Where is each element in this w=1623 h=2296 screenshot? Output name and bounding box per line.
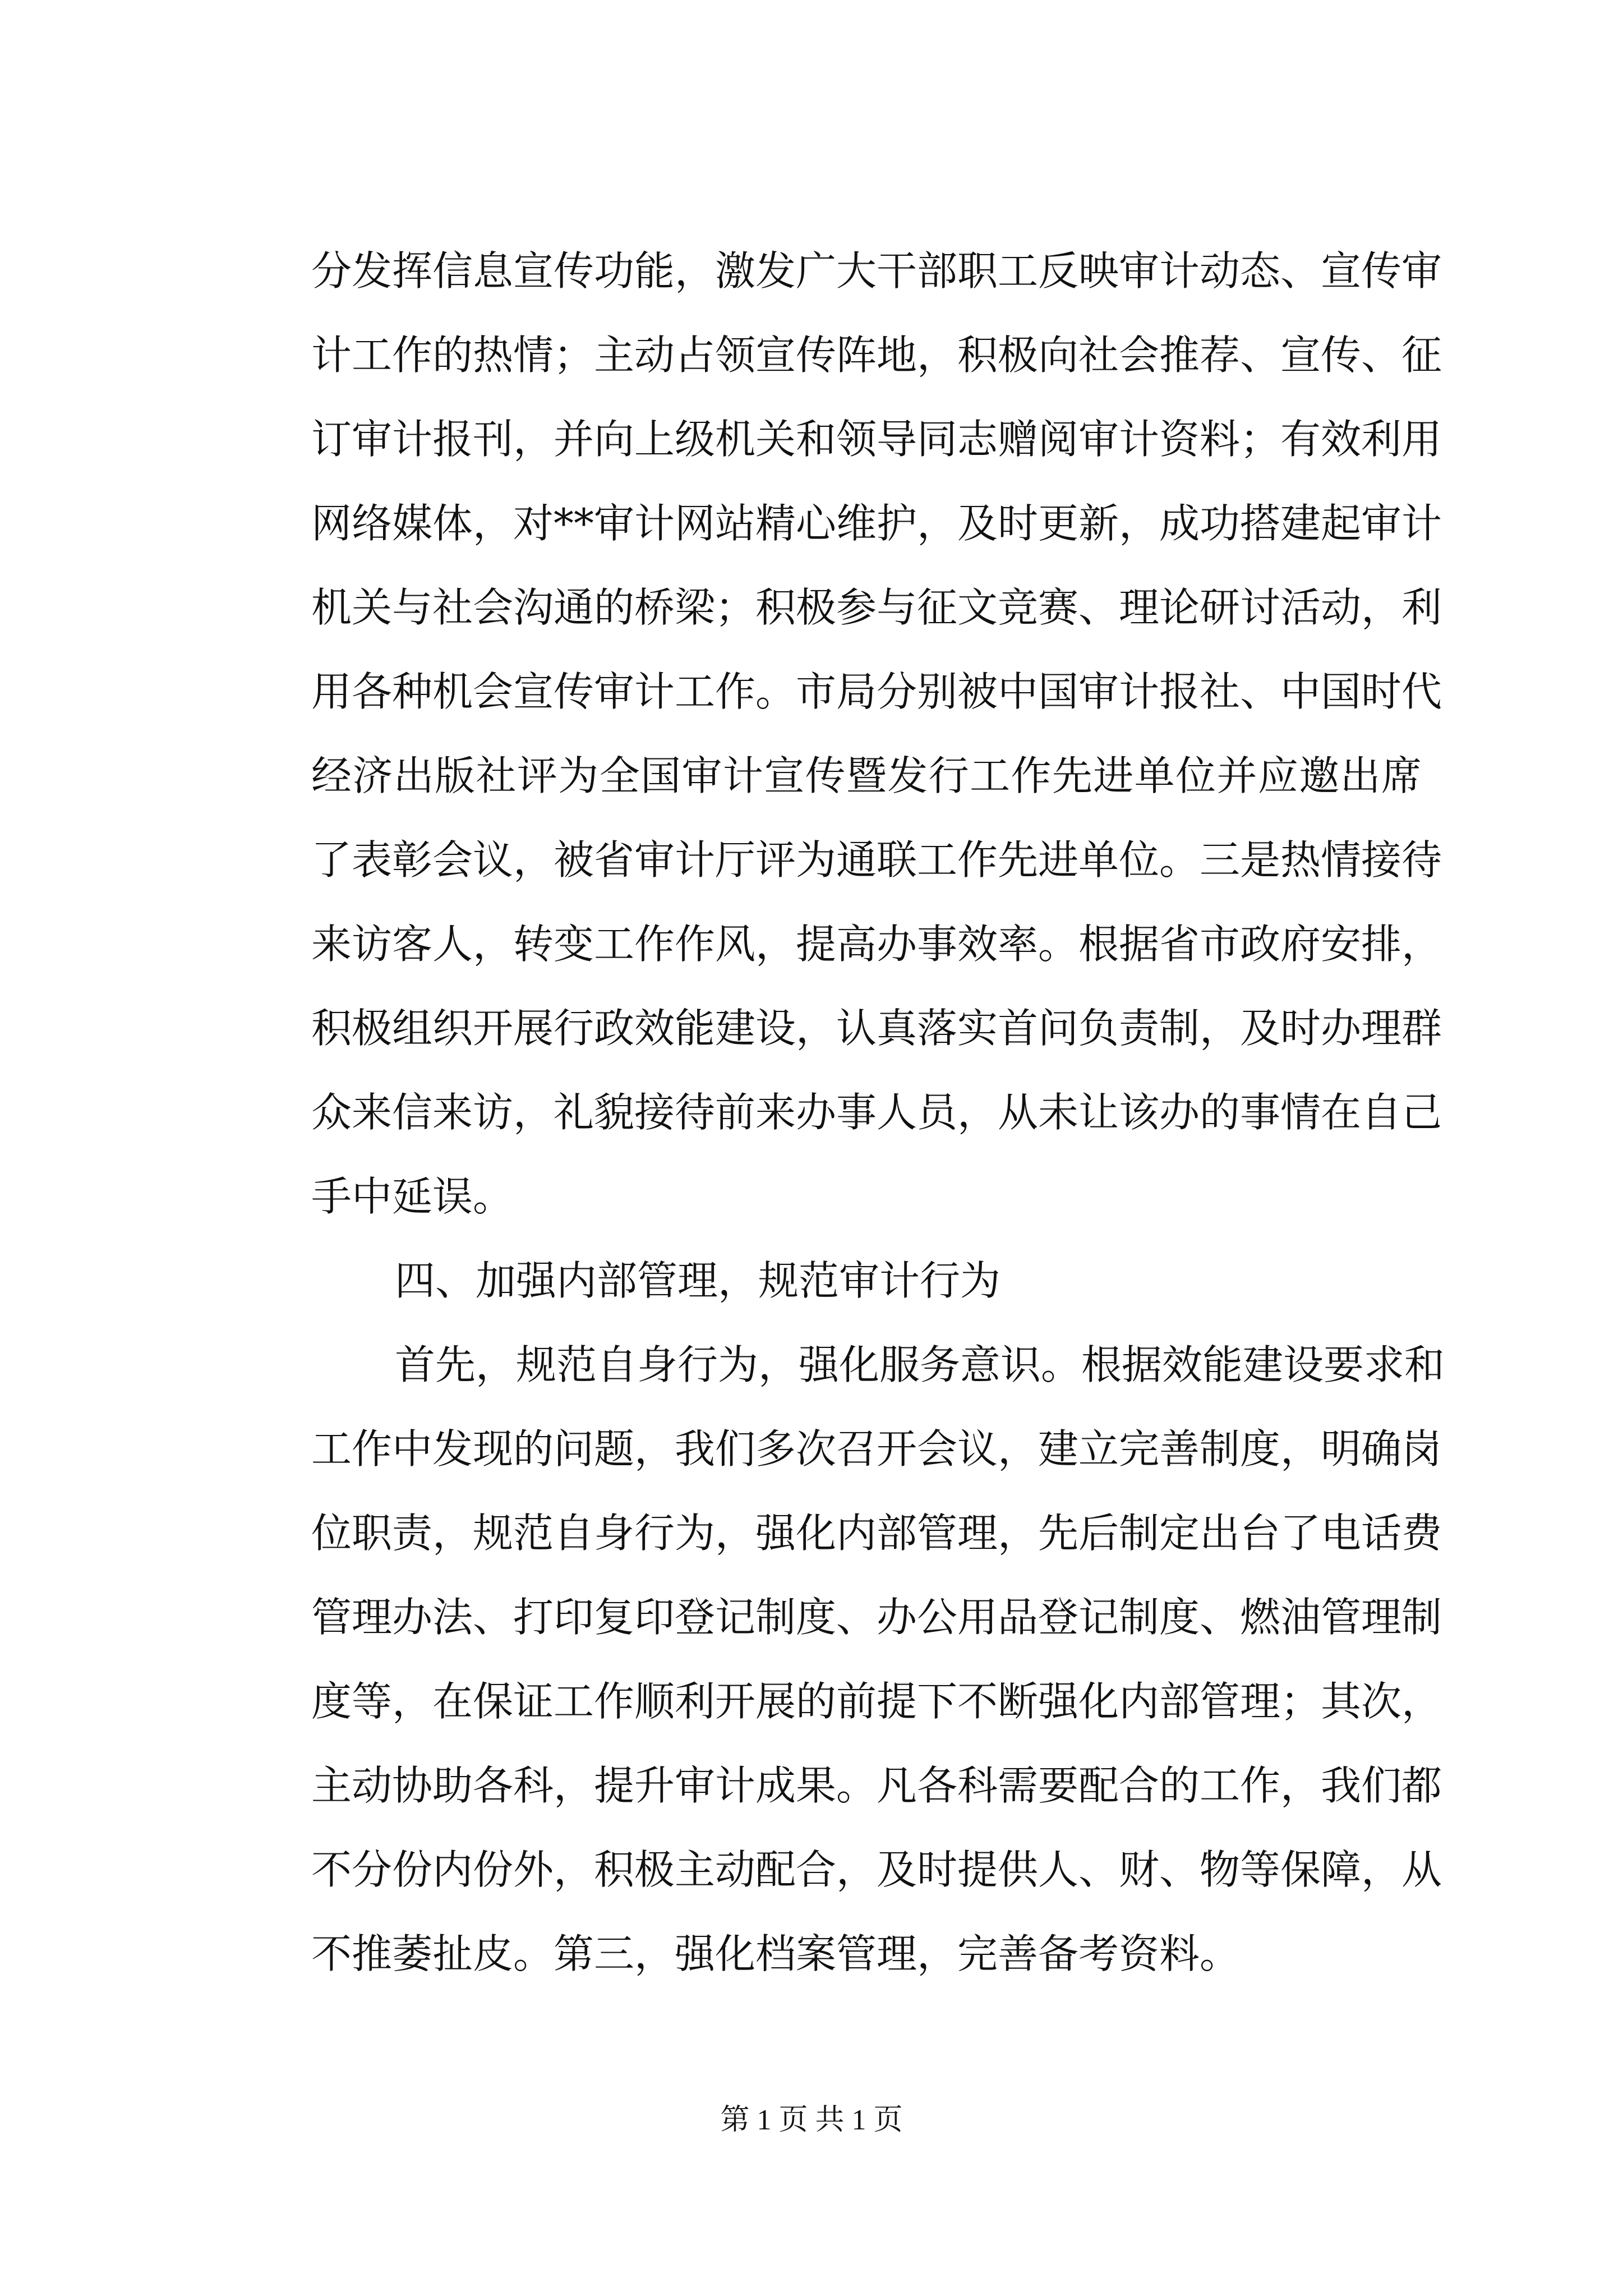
text-line-1: 分发挥信息宣传功能，激发广大干部职工反映审计动态、宣传审	[311, 247, 1442, 295]
text-line-9: 来访客人，转变工作作风，提高办事效率。根据省市政府安排，	[311, 921, 1442, 968]
text-line-21: 不推萎扯皮。第三，强化档案管理，完善备考资料。	[311, 1930, 1241, 1977]
page-footer: 第 1 页 共 1 页	[720, 2104, 903, 2136]
text-line-14: 首先，规范自身行为，强化服务意识。根据效能建设要求和	[395, 1341, 1445, 1388]
text-line-18: 度等，在保证工作顺利开展的前提下不断强化内部管理；其次，	[311, 1678, 1442, 1725]
text-line-8: 了表彰会议，被省审计厅评为通联工作先进单位。三是热情接待	[311, 836, 1442, 884]
text-line-15: 工作中发现的问题，我们多次召开会议，建立完善制度，明确岗	[311, 1425, 1442, 1473]
text-line-5: 机关与社会沟通的桥梁；积极参与征文竞赛、理论研讨活动，利	[311, 584, 1442, 631]
text-line-12: 手中延误。	[311, 1173, 514, 1220]
text-line-20: 不分份内份外，积极主动配合，及时提供人、财、物等保障，从	[311, 1846, 1442, 1893]
text-line-7: 经济出版社评为全国审计宣传暨发行工作先进单位并应邀出席	[311, 752, 1422, 799]
text-line-17: 管理办法、打印复印登记制度、办公用品登记制度、燃油管理制	[311, 1594, 1442, 1641]
text-line-6: 用各种机会宣传审计工作。市局分别被中国审计报社、中国时代	[311, 668, 1442, 715]
text-line-4: 网络媒体，对**审计网站精心维护，及时更新，成功搭建起审计	[311, 500, 1442, 547]
text-line-16: 位职责，规范自身行为，强化内部管理，先后制定出台了电话费	[311, 1510, 1442, 1557]
section-heading: 四、加强内部管理，规范审计行为	[395, 1257, 1001, 1304]
text-line-10: 积极组织开展行政效能建设，认真落实首问负责制，及时办理群	[311, 1005, 1442, 1052]
text-line-3: 订审计报刊，并向上级机关和领导同志赠阅审计资料；有效利用	[311, 416, 1442, 463]
text-line-11: 众来信来访，礼貌接待前来办事人员，从未让该办的事情在自己	[311, 1089, 1442, 1136]
text-line-19: 主动协助各科，提升审计成果。凡各科需要配合的工作，我们都	[311, 1762, 1442, 1809]
text-line-2: 计工作的热情；主动占领宣传阵地，积极向社会推荐、宣传、征	[311, 332, 1442, 379]
